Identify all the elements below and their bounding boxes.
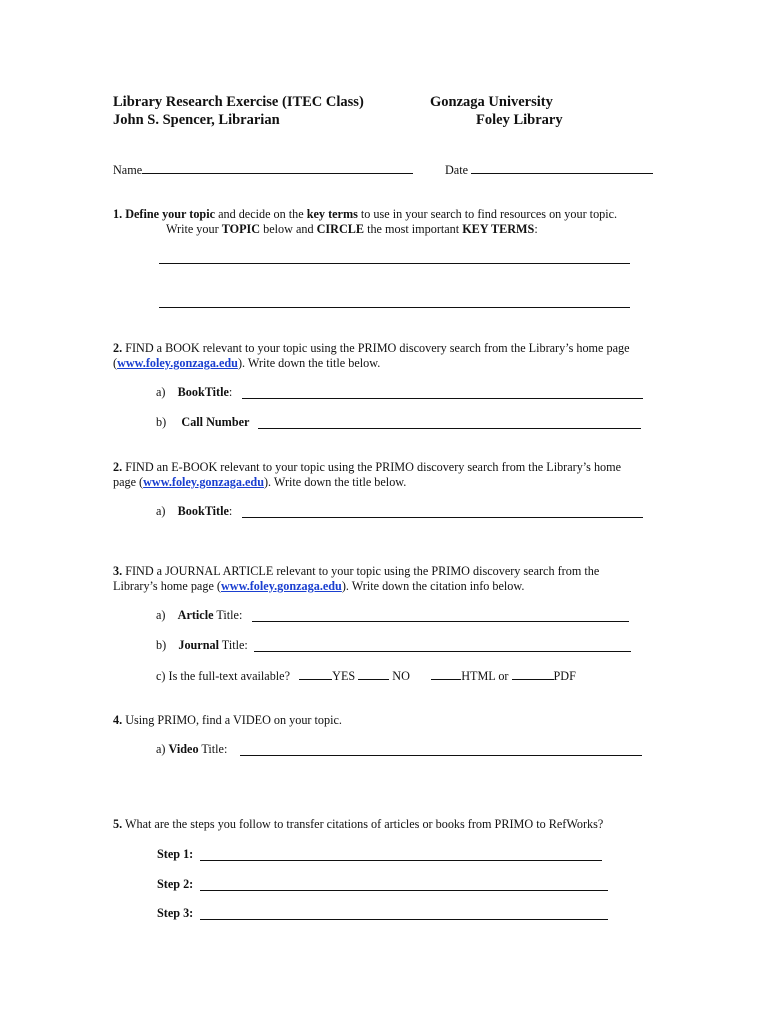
date-blank[interactable] (471, 162, 653, 174)
q1-l2-circle: CIRCLE (316, 222, 365, 236)
q1-l2-keyterms: KEY TERMS (462, 222, 535, 236)
q3-b-field: Journal (178, 638, 219, 652)
step-3-label: Step 3: (157, 906, 194, 920)
q2-a-field: BookTitle (177, 385, 229, 399)
q1-l2-e: the most important (364, 222, 463, 236)
ebook-title-blank[interactable] (242, 517, 643, 518)
article-title-blank[interactable] (252, 621, 629, 622)
no-blank[interactable] (358, 668, 389, 680)
q3-a-rest: Title: (213, 608, 243, 622)
pdf-blank[interactable] (512, 668, 554, 680)
q4-video-row (156, 742, 227, 757)
title-left: Library Research Exercise (ITEC Class) (113, 94, 364, 110)
q2-a-label: a) (156, 385, 166, 399)
q2b-number: 2. (113, 460, 123, 474)
q3-html-or: HTML or (461, 669, 509, 683)
q2-pre: ( (113, 356, 118, 370)
q2-line1 (113, 341, 630, 356)
q1-define-topic: Define your topic (125, 207, 216, 221)
name-field[interactable] (113, 162, 413, 178)
q5-text: What are the steps you follow to transfer citations of articles or books from PRIMO to RefWorks? (122, 817, 604, 831)
q3-foley-link[interactable]: www.foley.gonzaga.edu (220, 579, 342, 593)
q4-a-pre: a) (156, 742, 169, 756)
q2-number: 2. (113, 341, 123, 355)
q2-line2 (113, 356, 380, 371)
q3-b-rest: Title: (218, 638, 248, 652)
q4-a-rest: Title: (198, 742, 228, 756)
topic-answer-line-1[interactable] (159, 263, 630, 264)
topic-answer-line-2[interactable] (159, 307, 630, 308)
q1-l2-topic: TOPIC (221, 222, 261, 236)
q2b-line2 (113, 475, 406, 490)
q3-article-row (156, 608, 242, 623)
title-right: Gonzaga University (430, 94, 553, 110)
step-2-label: Step 2: (157, 877, 194, 891)
date-field[interactable] (445, 162, 653, 178)
name-blank[interactable] (142, 162, 413, 174)
q2b-post: ). Write down the title below. (264, 475, 407, 489)
q3-pre: Library’s home page ( (113, 579, 221, 593)
q4-text: Using PRIMO, find a VIDEO on your topic. (122, 713, 342, 727)
q3-a-label: a) (156, 608, 166, 622)
q1-line1 (113, 207, 617, 222)
q3-text: FIND a JOURNAL ARTICLE relevant to your topic using the PRIMO discovery search from the (122, 564, 600, 578)
journal-title-blank[interactable] (254, 651, 631, 652)
q3-line2 (113, 579, 524, 594)
date-label: Date (445, 163, 469, 177)
q2-foley-link[interactable]: www.foley.gonzaga.edu (117, 356, 238, 370)
q2b-pre: page ( (113, 475, 144, 489)
html-blank[interactable] (431, 668, 461, 680)
q3-journal-row (156, 638, 248, 653)
q2-book-title-row (156, 385, 232, 400)
q1-text-b: to use in your search to find resources on your topic. (357, 207, 618, 221)
yes-blank[interactable] (299, 668, 332, 680)
q2-text: FIND a BOOK relevant to your topic using the PRIMO discovery search from the Library’s home page (122, 341, 630, 355)
q2-a-colon: : (228, 385, 233, 399)
q2b-a-field: BookTitle (177, 504, 229, 518)
q3-yes: YES (332, 669, 356, 683)
step-2-blank[interactable] (200, 890, 608, 891)
q1-l2-c: below and (260, 222, 317, 236)
q2b-a-label: a) (156, 504, 166, 518)
q3-post: ). Write down the citation info below. (341, 579, 525, 593)
q4-line1 (113, 713, 342, 728)
q3-fulltext-row (156, 668, 576, 684)
q3-pdf: PDF (553, 669, 576, 683)
q5-number: 5. (113, 817, 123, 831)
q2b-line1 (113, 460, 621, 475)
step-3-blank[interactable] (200, 919, 608, 920)
q4-a-field: Video (168, 742, 199, 756)
subtitle-right: Foley Library (476, 112, 563, 128)
q2-post: ). Write down the title below. (237, 356, 381, 370)
step-1-blank[interactable] (200, 860, 602, 861)
q5-line1 (113, 817, 603, 832)
q4-number: 4. (113, 713, 123, 727)
q3-number: 3. (113, 564, 123, 578)
q2b-foley-link[interactable]: www.foley.gonzaga.edu (143, 475, 264, 489)
name-label: Name (113, 163, 143, 177)
step-1-label: Step 1: (157, 847, 194, 861)
call-number-blank[interactable] (258, 428, 641, 429)
q2-call-number-row (156, 415, 249, 430)
q1-l2-colon: : (534, 222, 538, 236)
video-title-blank[interactable] (240, 755, 642, 756)
q3-line1 (113, 564, 599, 579)
q2-b-label: b) (156, 415, 167, 429)
q2b-text: FIND an E-BOOK relevant to your topic using the PRIMO discovery search from the Library’s home (122, 460, 622, 474)
q1-l2-a: Write your (166, 222, 222, 236)
q1-number: 1. (113, 207, 123, 221)
q3-no: NO (392, 669, 410, 683)
q1-line2 (166, 222, 538, 237)
q3-a-field: Article (177, 608, 214, 622)
q1-key-terms: key terms (306, 207, 358, 221)
q2b-a-colon: : (228, 504, 233, 518)
q1-text-a: and decide on the (215, 207, 307, 221)
q3-b-label: b) (156, 638, 167, 652)
q3-c-text: c) Is the full-text available? (156, 669, 290, 683)
subtitle-left: John S. Spencer, Librarian (113, 112, 280, 128)
q2-b-field: Call Number (181, 415, 250, 429)
q2b-book-title-row (156, 504, 232, 519)
book-title-blank[interactable] (242, 398, 643, 399)
